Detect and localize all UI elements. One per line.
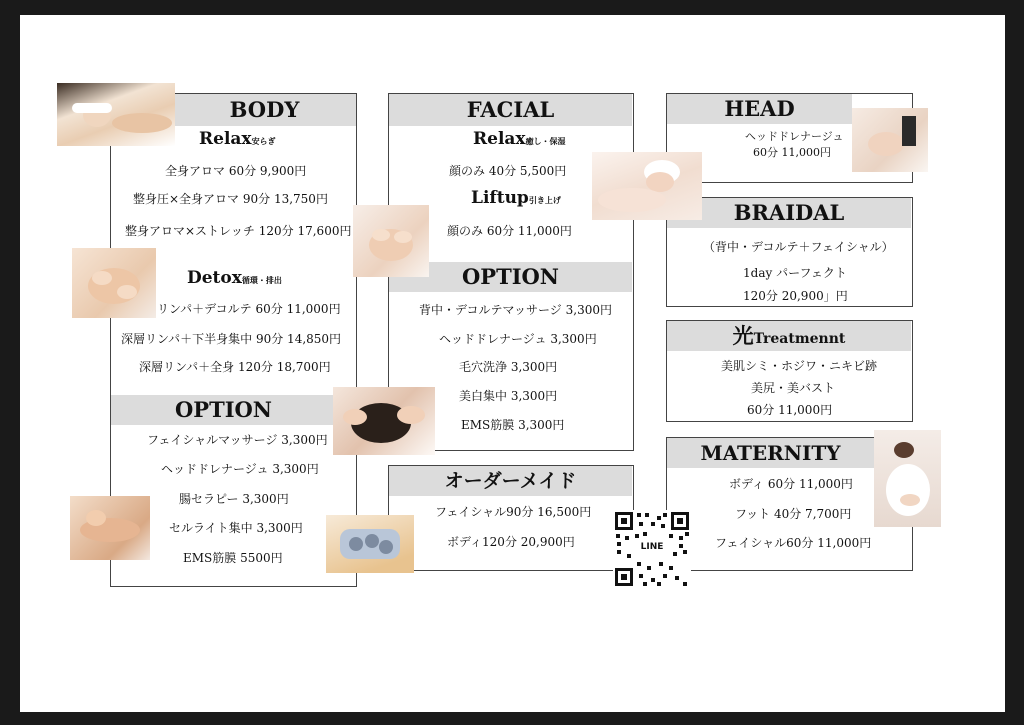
bridal-item: 120分 20,900」円 bbox=[743, 289, 848, 303]
body-detox-item: 深層リンパ＋下半身集中 90分 14,850円 bbox=[121, 332, 342, 346]
order-title: オーダーメイド bbox=[444, 470, 577, 492]
body-option-item: 腸セラピー 3,300円 bbox=[179, 492, 289, 506]
head-header bbox=[667, 94, 852, 124]
facial-option-item: 背中・デコルテマッサージ 3,300円 bbox=[419, 303, 612, 317]
light-item: 美尻・美バスト bbox=[751, 381, 836, 395]
body-detox-title: Detox循環・排出 bbox=[187, 268, 282, 288]
head-item: 60分 11,000円 bbox=[753, 146, 831, 159]
ems-device-photo bbox=[326, 515, 414, 573]
bridal-title: BRAIDAL bbox=[733, 200, 845, 225]
body-header bbox=[173, 94, 356, 126]
maternity-photo bbox=[874, 430, 941, 527]
facial-option-item: 美白集中 3,300円 bbox=[459, 389, 558, 403]
body-detox-item: リンパ＋デコルテ 60分 11,000円 bbox=[157, 302, 341, 316]
facial-option-item: ヘッドドレナージュ 3,300円 bbox=[439, 332, 597, 346]
body-option-item: フェイシャルマッサージ 3,300円 bbox=[147, 433, 328, 447]
maternity-title: MATERNITY bbox=[700, 441, 841, 465]
line-qr-code[interactable] bbox=[613, 510, 691, 588]
order-item: ボディ120分 20,900円 bbox=[447, 535, 575, 549]
order-item: フェイシャル90分 16,500円 bbox=[435, 505, 592, 519]
light-title-latin: Treatmennt bbox=[753, 331, 846, 347]
body-relax-item: 整身圧×全身アロマ 90分 13,750円 bbox=[133, 192, 328, 206]
bridal-item: （背中・デコルテ＋フェイシャル） bbox=[703, 240, 894, 254]
maternity-item: フェイシャル60分 11,000円 bbox=[715, 536, 872, 550]
light-title-kanji: 光 bbox=[732, 323, 754, 348]
body-option-title: OPTION bbox=[174, 397, 273, 422]
bridal-section bbox=[666, 197, 913, 307]
light-section bbox=[666, 320, 913, 422]
facial-liftup-title: Liftup引き上げ bbox=[471, 188, 561, 208]
body-detox-item: 深層リンパ＋全身 120分 18,700円 bbox=[139, 360, 331, 374]
body-relax-item: 全身アロマ 60分 9,900円 bbox=[165, 164, 307, 178]
body-relax-item: 整身アロマ×ストレッチ 120分 17,600円 bbox=[125, 224, 352, 238]
head-title: HEAD bbox=[724, 96, 795, 121]
light-item: 60分 11,000円 bbox=[747, 403, 833, 417]
maternity-item: フット 40分 7,700円 bbox=[735, 507, 852, 521]
maternity-header bbox=[667, 438, 874, 468]
body-option-item: EMS筋膜 5500円 bbox=[183, 551, 283, 565]
qr-line-label: LINE bbox=[640, 542, 664, 552]
facial-title: FACIAL bbox=[466, 97, 555, 122]
facial-relax-photo bbox=[592, 152, 702, 220]
facial-liftup-item: 顔のみ 60分 11,000円 bbox=[447, 224, 572, 238]
facial-hands-photo bbox=[353, 205, 429, 277]
head-massage-photo bbox=[333, 387, 435, 455]
leg-massage-photo bbox=[70, 496, 150, 560]
facial-option-title: OPTION bbox=[461, 264, 560, 289]
light-item: 美肌シミ・ホジワ・ニキビ跡 bbox=[721, 359, 878, 373]
body-title: BODY bbox=[229, 97, 300, 122]
light-header bbox=[667, 321, 911, 351]
facial-header bbox=[389, 94, 632, 126]
facial-relax-title: Relax癒し・保湿 bbox=[473, 129, 566, 149]
body-massage-photo bbox=[57, 83, 175, 146]
facial-relax-item: 顔のみ 40分 5,500円 bbox=[449, 164, 567, 178]
body-option-item: セルライト集中 3,300円 bbox=[169, 521, 303, 535]
detox-massage-photo bbox=[72, 248, 156, 318]
menu-sheet bbox=[20, 15, 1005, 712]
bridal-item: 1day パーフェクト bbox=[743, 266, 847, 280]
body-relax-title: Relax安らぎ bbox=[199, 129, 276, 149]
order-section bbox=[388, 465, 634, 571]
body-option-header bbox=[111, 395, 336, 425]
bridal-header bbox=[667, 198, 911, 228]
maternity-item: ボディ 60分 11,000円 bbox=[729, 477, 853, 491]
head-item: ヘッドドレナージュ bbox=[745, 130, 844, 143]
order-header bbox=[389, 466, 632, 496]
facial-option-item: 毛穴洗浄 3,300円 bbox=[459, 360, 558, 374]
body-option-item: ヘッドドレナージュ 3,300円 bbox=[161, 462, 319, 476]
head-photo bbox=[852, 108, 928, 172]
facial-option-item: EMS筋膜 3,300円 bbox=[461, 418, 565, 432]
